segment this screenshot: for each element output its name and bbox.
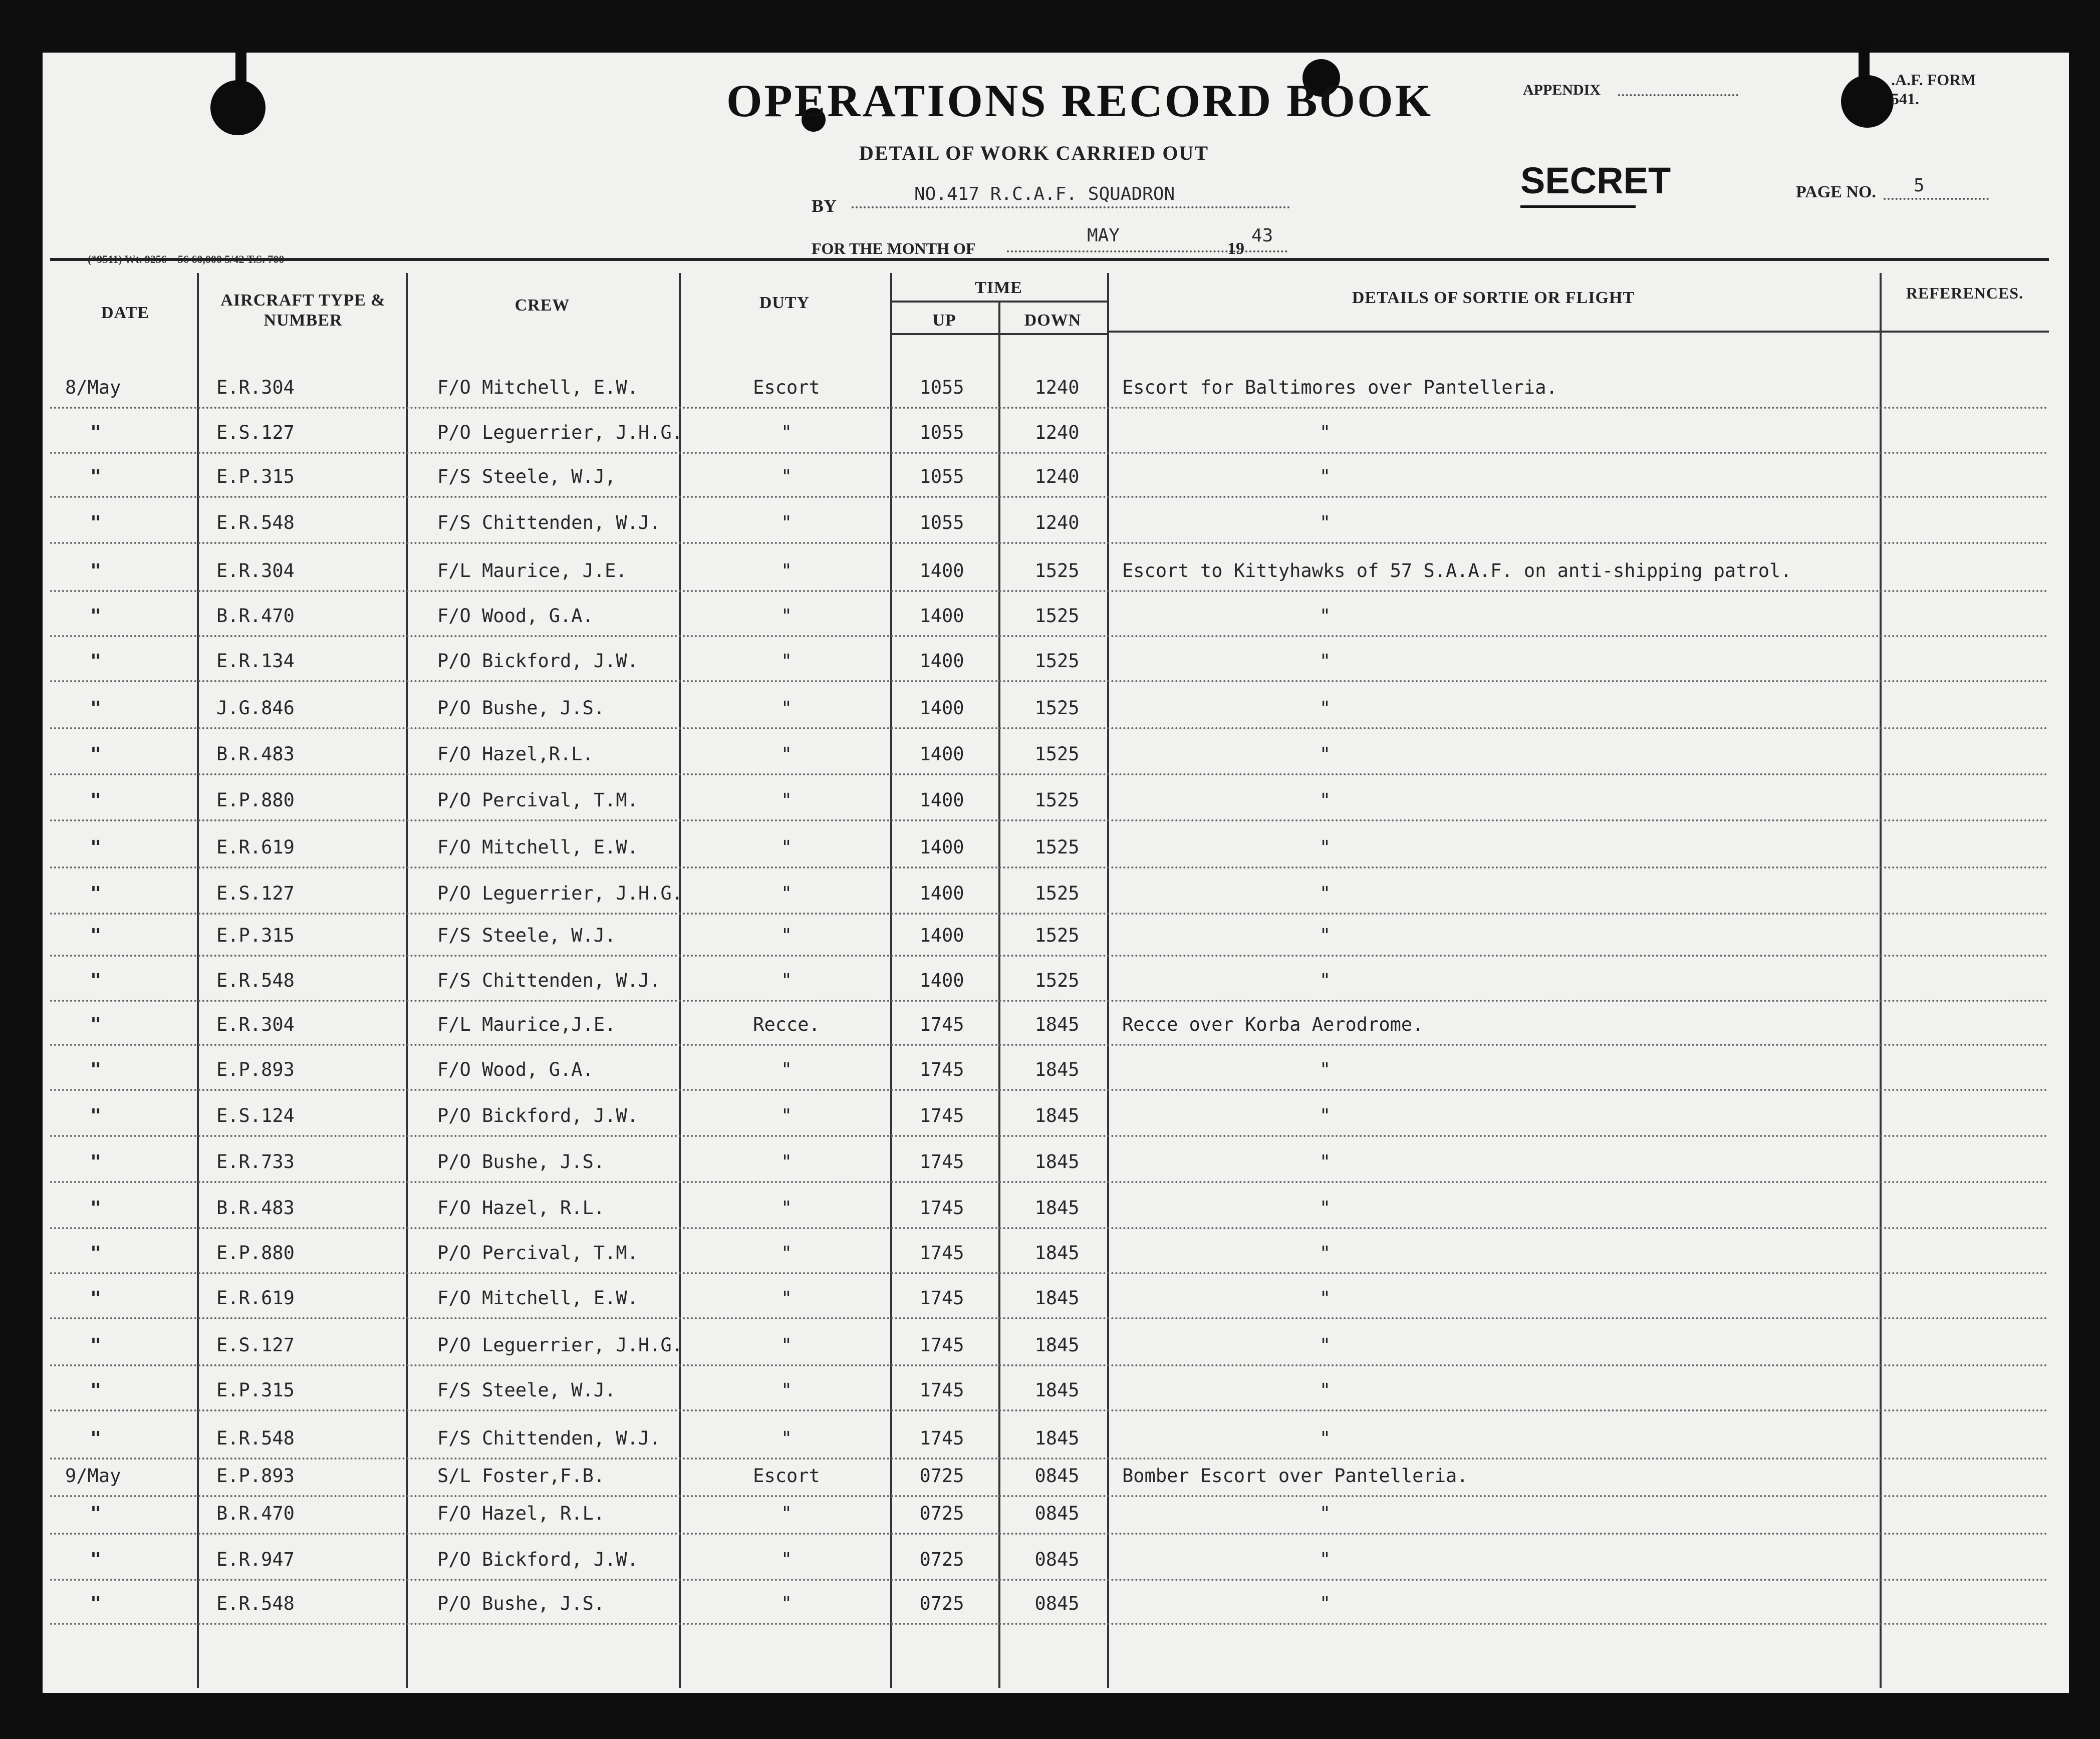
aircraft-cell: E.P.315 xyxy=(216,466,295,487)
time-up-cell: 0725 xyxy=(919,1593,964,1614)
aircraft-cell: B.R.483 xyxy=(216,743,295,765)
row-rule xyxy=(50,1317,2049,1319)
page-number-line xyxy=(1884,198,1989,200)
duty-cell: " xyxy=(780,512,793,533)
details-cell: " xyxy=(1319,1242,1331,1264)
col-header-down: DOWN xyxy=(1024,311,1082,330)
date-cell: " xyxy=(90,1242,102,1264)
duty-cell: Recce. xyxy=(753,1014,820,1035)
col-rule-5 xyxy=(998,301,1000,1688)
aircraft-cell: B.R.470 xyxy=(216,1503,295,1524)
row-rule xyxy=(50,819,2049,821)
crew-cell: F/L Maurice, J.E. xyxy=(437,560,627,582)
time-down-cell: 1240 xyxy=(1034,422,1080,443)
col-header-duty: DUTY xyxy=(759,294,810,312)
page-number: 5 xyxy=(1914,175,1925,196)
time-up-cell: 0725 xyxy=(919,1549,964,1570)
duty-cell: " xyxy=(780,1503,793,1524)
details-cell: Escort for Baltimores over Pantelleria. xyxy=(1122,377,1557,398)
details-cell: " xyxy=(1319,1151,1331,1173)
details-cell: " xyxy=(1319,605,1331,627)
row-rule xyxy=(50,866,2049,868)
crew-cell: F/O Mitchell, E.W. xyxy=(437,836,638,858)
aircraft-cell: E.R.619 xyxy=(216,1287,295,1309)
row-rule xyxy=(50,1409,2049,1411)
by-label: BY xyxy=(812,196,837,216)
col-rule-1 xyxy=(197,273,199,1688)
col-header-details: DETAILS OF SORTIE OR FLIGHT xyxy=(1352,288,1635,307)
date-cell: " xyxy=(90,1379,102,1401)
row-rule xyxy=(50,1044,2049,1046)
crew-cell: F/O Hazel,R.L. xyxy=(437,743,594,765)
details-cell: Escort to Kittyhawks of 57 S.A.A.F. on anti-shipping patrol. xyxy=(1122,560,1792,582)
duty-cell: " xyxy=(780,836,793,858)
crew-cell: F/O Wood, G.A. xyxy=(437,1059,594,1080)
time-up-cell: 1400 xyxy=(919,789,964,811)
row-rule xyxy=(50,955,2049,957)
month-value: MAY xyxy=(1087,225,1120,246)
details-cell: Recce over Korba Aerodrome. xyxy=(1122,1014,1424,1035)
date-cell: " xyxy=(90,1014,102,1035)
time-up-cell: 1745 xyxy=(919,1151,964,1173)
aircraft-cell: E.R.134 xyxy=(216,650,295,672)
duty-cell: Escort xyxy=(753,377,820,398)
table-top-rule xyxy=(50,258,2049,261)
duty-cell: " xyxy=(780,1334,793,1356)
aircraft-cell: E.P.315 xyxy=(216,1379,295,1401)
time-down-cell: 1525 xyxy=(1034,836,1080,858)
duty-cell: " xyxy=(780,1242,793,1264)
duty-cell: " xyxy=(780,789,793,811)
time-down-cell: 1845 xyxy=(1034,1197,1080,1219)
date-cell: " xyxy=(90,743,102,765)
time-up-cell: 1400 xyxy=(919,650,964,672)
time-down-cell: 0845 xyxy=(1034,1593,1080,1614)
duty-cell: " xyxy=(780,422,793,443)
crew-cell: F/S Chittenden, W.J. xyxy=(437,512,661,533)
duty-cell: " xyxy=(780,1197,793,1219)
duty-cell: " xyxy=(780,743,793,765)
crew-cell: P/O Leguerrier, J.H.G. xyxy=(437,883,683,904)
time-down-cell: 1525 xyxy=(1034,650,1080,672)
aircraft-cell: E.P.893 xyxy=(216,1465,295,1487)
time-down-cell: 1525 xyxy=(1034,605,1080,627)
aircraft-cell: E.S.127 xyxy=(216,422,295,443)
time-up-cell: 1055 xyxy=(919,377,964,398)
time-down-cell: 1525 xyxy=(1034,697,1080,719)
details-cell: " xyxy=(1319,1379,1331,1401)
duty-cell: " xyxy=(780,1151,793,1173)
time-up-cell: 1400 xyxy=(919,836,964,858)
details-cell: " xyxy=(1319,512,1331,533)
year-suffix: 43 xyxy=(1251,225,1273,246)
crew-cell: P/O Bickford, J.W. xyxy=(437,1105,638,1126)
duty-cell: " xyxy=(780,883,793,904)
secret-stamp: SECRET xyxy=(1520,160,1671,201)
aircraft-cell: E.R.947 xyxy=(216,1549,295,1570)
details-cell: " xyxy=(1319,466,1331,487)
time-down-cell: 1240 xyxy=(1034,377,1080,398)
details-cell: Bomber Escort over Pantelleria. xyxy=(1122,1465,1468,1487)
aircraft-cell: E.R.548 xyxy=(216,512,295,533)
col-rule-7 xyxy=(1880,273,1882,1688)
month-label: FOR THE MONTH OF xyxy=(812,239,976,257)
details-cell: " xyxy=(1319,1427,1331,1449)
row-rule xyxy=(50,1181,2049,1183)
col-header-references: REFERENCES. xyxy=(1906,284,2024,302)
time-up-cell: 1745 xyxy=(919,1287,964,1309)
header-bottom-rule-b xyxy=(1107,331,2049,333)
details-cell: " xyxy=(1319,970,1331,991)
duty-cell: " xyxy=(780,466,793,487)
details-cell: " xyxy=(1319,422,1331,443)
page-number-label: PAGE NO. xyxy=(1796,183,1876,201)
time-down-cell: 1240 xyxy=(1034,466,1080,487)
date-cell: " xyxy=(90,1059,102,1080)
date-cell: " xyxy=(90,970,102,991)
crew-cell: P/O Bickford, J.W. xyxy=(437,650,638,672)
time-up-cell: 1400 xyxy=(919,560,964,582)
col-rule-6 xyxy=(1107,273,1109,1688)
date-cell: " xyxy=(90,560,102,582)
row-rule xyxy=(50,496,2049,498)
time-down-cell: 1525 xyxy=(1034,560,1080,582)
aircraft-cell: E.S.127 xyxy=(216,883,295,904)
date-cell: " xyxy=(90,789,102,811)
details-cell: " xyxy=(1319,650,1331,672)
time-up-cell: 1745 xyxy=(919,1105,964,1126)
time-up-cell: 1745 xyxy=(919,1334,964,1356)
month-line xyxy=(1007,250,1287,252)
date-cell: " xyxy=(90,836,102,858)
time-down-cell: 1240 xyxy=(1034,512,1080,533)
date-cell: " xyxy=(90,1287,102,1309)
appendix-label: APPENDIX xyxy=(1523,82,1601,98)
row-rule xyxy=(50,913,2049,915)
time-down-cell: 1525 xyxy=(1034,743,1080,765)
col-rule-4 xyxy=(890,273,892,1688)
crew-cell: F/S Steele, W.J, xyxy=(437,466,616,487)
col-header-time: TIME xyxy=(975,278,1022,297)
punch-hole-right xyxy=(1841,75,1894,128)
date-cell: " xyxy=(90,1197,102,1219)
time-up-cell: 1745 xyxy=(919,1059,964,1080)
row-rule xyxy=(50,1623,2049,1625)
crew-cell: F/O Hazel, R.L. xyxy=(437,1197,605,1219)
crew-cell: P/O Leguerrier, J.H.G. xyxy=(437,1334,683,1356)
col-header-aircraft: AIRCRAFT TYPE & NUMBER xyxy=(220,291,386,330)
duty-cell: " xyxy=(780,1287,793,1309)
by-line xyxy=(852,206,1290,208)
aircraft-cell: J.G.846 xyxy=(216,697,295,719)
duty-cell: Escort xyxy=(753,1465,820,1487)
aircraft-cell: B.R.483 xyxy=(216,1197,295,1219)
time-down-cell: 1845 xyxy=(1034,1059,1080,1080)
date-cell: " xyxy=(90,883,102,904)
aircraft-cell: E.S.127 xyxy=(216,1334,295,1356)
crew-cell: F/O Wood, G.A. xyxy=(437,605,594,627)
aircraft-cell: E.R.304 xyxy=(216,1014,295,1035)
time-up-cell: 1055 xyxy=(919,422,964,443)
row-rule xyxy=(50,773,2049,775)
col-rule-3 xyxy=(679,273,681,1688)
crew-cell: P/O Percival, T.M. xyxy=(437,1242,638,1264)
duty-cell: " xyxy=(780,1427,793,1449)
row-rule xyxy=(50,1272,2049,1274)
time-up-cell: 1055 xyxy=(919,466,964,487)
date-cell: " xyxy=(90,512,102,533)
crew-cell: F/O Mitchell, E.W. xyxy=(437,1287,638,1309)
date-cell: 9/May xyxy=(65,1465,121,1487)
time-up-cell: 1745 xyxy=(919,1379,964,1401)
aircraft-cell: E.P.315 xyxy=(216,925,295,946)
details-cell: " xyxy=(1319,743,1331,765)
duty-cell: " xyxy=(780,1105,793,1126)
row-rule xyxy=(50,407,2049,409)
date-cell: " xyxy=(90,466,102,487)
aircraft-cell: E.R.304 xyxy=(216,377,295,398)
date-cell: " xyxy=(90,1427,102,1449)
details-cell: " xyxy=(1319,836,1331,858)
aircraft-cell: E.P.893 xyxy=(216,1059,295,1080)
row-rule xyxy=(50,1364,2049,1366)
time-down-cell: 1525 xyxy=(1034,925,1080,946)
date-cell: " xyxy=(90,605,102,627)
squadron-name: NO.417 R.C.A.F. SQUADRON xyxy=(914,184,1175,204)
details-cell: " xyxy=(1319,883,1331,904)
row-rule xyxy=(50,1000,2049,1002)
time-up-cell: 1055 xyxy=(919,512,964,533)
col-rule-2 xyxy=(406,273,408,1688)
crew-cell: F/L Maurice,J.E. xyxy=(437,1014,616,1035)
duty-cell: " xyxy=(780,1549,793,1570)
time-down-cell: 1525 xyxy=(1034,883,1080,904)
aircraft-cell: E.P.880 xyxy=(216,1242,295,1264)
time-up-cell: 0725 xyxy=(919,1465,964,1487)
date-cell: " xyxy=(90,1593,102,1614)
details-cell: " xyxy=(1319,697,1331,719)
crew-cell: F/O Mitchell, E.W. xyxy=(437,377,638,398)
row-rule xyxy=(50,1495,2049,1497)
time-up-cell: 1745 xyxy=(919,1014,964,1035)
time-down-cell: 1525 xyxy=(1034,970,1080,991)
time-down-cell: 1845 xyxy=(1034,1014,1080,1035)
row-rule xyxy=(50,1227,2049,1229)
duty-cell: " xyxy=(780,650,793,672)
time-down-cell: 1845 xyxy=(1034,1105,1080,1126)
aircraft-cell: E.R.548 xyxy=(216,970,295,991)
row-rule xyxy=(50,680,2049,682)
details-cell: " xyxy=(1319,925,1331,946)
duty-cell: " xyxy=(780,925,793,946)
details-cell: " xyxy=(1319,789,1331,811)
crew-cell: F/O Hazel, R.L. xyxy=(437,1503,605,1524)
crew-cell: F/S Chittenden, W.J. xyxy=(437,970,661,991)
row-rule xyxy=(50,635,2049,637)
duty-cell: " xyxy=(780,1593,793,1614)
time-down-cell: 1845 xyxy=(1034,1287,1080,1309)
details-cell: " xyxy=(1319,1059,1331,1080)
time-down-cell: 0845 xyxy=(1034,1549,1080,1570)
print-code: (*9511) Wt. 9256—56 60,000 5/42 T.S. 700 xyxy=(88,253,285,265)
appendix-line xyxy=(1618,94,1738,96)
duty-cell: " xyxy=(780,1379,793,1401)
row-rule xyxy=(50,1458,2049,1460)
aircraft-cell: E.R.304 xyxy=(216,560,295,582)
header-bottom-rule-a xyxy=(890,333,1107,335)
time-up-cell: 1745 xyxy=(919,1197,964,1219)
crew-cell: P/O Bushe, J.S. xyxy=(437,697,605,719)
date-cell: " xyxy=(90,1151,102,1173)
date-cell: " xyxy=(90,925,102,946)
punch-hole-left xyxy=(210,80,266,135)
row-rule xyxy=(50,590,2049,592)
duty-cell: " xyxy=(780,970,793,991)
time-up-cell: 1400 xyxy=(919,697,964,719)
year-prefix: 19 xyxy=(1227,239,1244,258)
time-down-cell: 0845 xyxy=(1034,1503,1080,1524)
time-down-cell: 1845 xyxy=(1034,1242,1080,1264)
aircraft-cell: E.R.548 xyxy=(216,1427,295,1449)
time-down-cell: 1845 xyxy=(1034,1427,1080,1449)
crew-cell: F/S Steele, W.J. xyxy=(437,925,616,946)
details-cell: " xyxy=(1319,1503,1331,1524)
duty-cell: " xyxy=(780,605,793,627)
time-up-cell: 1745 xyxy=(919,1427,964,1449)
crew-cell: P/O Bushe, J.S. xyxy=(437,1151,605,1173)
row-rule xyxy=(50,1089,2049,1091)
row-rule xyxy=(50,1533,2049,1535)
time-up-cell: 1400 xyxy=(919,605,964,627)
time-up-cell: 1745 xyxy=(919,1242,964,1264)
date-cell: " xyxy=(90,697,102,719)
aircraft-cell: E.S.124 xyxy=(216,1105,295,1126)
duty-cell: " xyxy=(780,1059,793,1080)
time-up-cell: 0725 xyxy=(919,1503,964,1524)
details-cell: " xyxy=(1319,1105,1331,1126)
col-header-crew: CREW xyxy=(514,296,570,315)
time-up-cell: 1400 xyxy=(919,743,964,765)
time-up-cell: 1400 xyxy=(919,970,964,991)
date-cell: " xyxy=(90,1334,102,1356)
time-sub-rule xyxy=(890,301,1107,303)
form-label: .A.F. FORM 541. xyxy=(1891,71,1976,108)
date-cell: " xyxy=(90,650,102,672)
row-rule xyxy=(50,542,2049,544)
duty-cell: " xyxy=(780,560,793,582)
crew-cell: S/L Foster,F.B. xyxy=(437,1465,605,1487)
time-down-cell: 1845 xyxy=(1034,1151,1080,1173)
crew-cell: P/O Bushe, J.S. xyxy=(437,1593,605,1614)
aircraft-cell: E.R.619 xyxy=(216,836,295,858)
aircraft-cell: E.R.733 xyxy=(216,1151,295,1173)
crew-cell: F/S Steele, W.J. xyxy=(437,1379,616,1401)
secret-underline xyxy=(1520,205,1636,208)
aircraft-cell: E.P.880 xyxy=(216,789,295,811)
row-rule xyxy=(50,1579,2049,1581)
details-cell: " xyxy=(1319,1287,1331,1309)
time-up-cell: 1400 xyxy=(919,925,964,946)
row-rule xyxy=(50,727,2049,729)
date-cell: " xyxy=(90,1549,102,1570)
date-cell: " xyxy=(90,422,102,443)
col-header-up: UP xyxy=(932,311,956,330)
page-title: OPERATIONS RECORD BOOK xyxy=(726,75,1433,126)
time-down-cell: 1525 xyxy=(1034,789,1080,811)
date-cell: " xyxy=(90,1105,102,1126)
row-rule xyxy=(50,1135,2049,1137)
time-up-cell: 1400 xyxy=(919,883,964,904)
row-rule xyxy=(50,452,2049,454)
col-header-date: DATE xyxy=(101,304,149,322)
crew-cell: F/S Chittenden, W.J. xyxy=(437,1427,661,1449)
date-cell: " xyxy=(90,1503,102,1524)
time-down-cell: 0845 xyxy=(1034,1465,1080,1487)
time-down-cell: 1845 xyxy=(1034,1379,1080,1401)
crew-cell: P/O Percival, T.M. xyxy=(437,789,638,811)
crew-cell: P/O Leguerrier, J.H.G. xyxy=(437,422,683,443)
duty-cell: " xyxy=(780,697,793,719)
details-cell: " xyxy=(1319,1549,1331,1570)
details-cell: " xyxy=(1319,1197,1331,1219)
crew-cell: P/O Bickford, J.W. xyxy=(437,1549,638,1570)
page-subtitle: DETAIL OF WORK CARRIED OUT xyxy=(859,142,1209,164)
details-cell: " xyxy=(1319,1593,1331,1614)
date-cell: 8/May xyxy=(65,377,121,398)
time-down-cell: 1845 xyxy=(1034,1334,1080,1356)
details-cell: " xyxy=(1319,1334,1331,1356)
aircraft-cell: B.R.470 xyxy=(216,605,295,627)
aircraft-cell: E.R.548 xyxy=(216,1593,295,1614)
